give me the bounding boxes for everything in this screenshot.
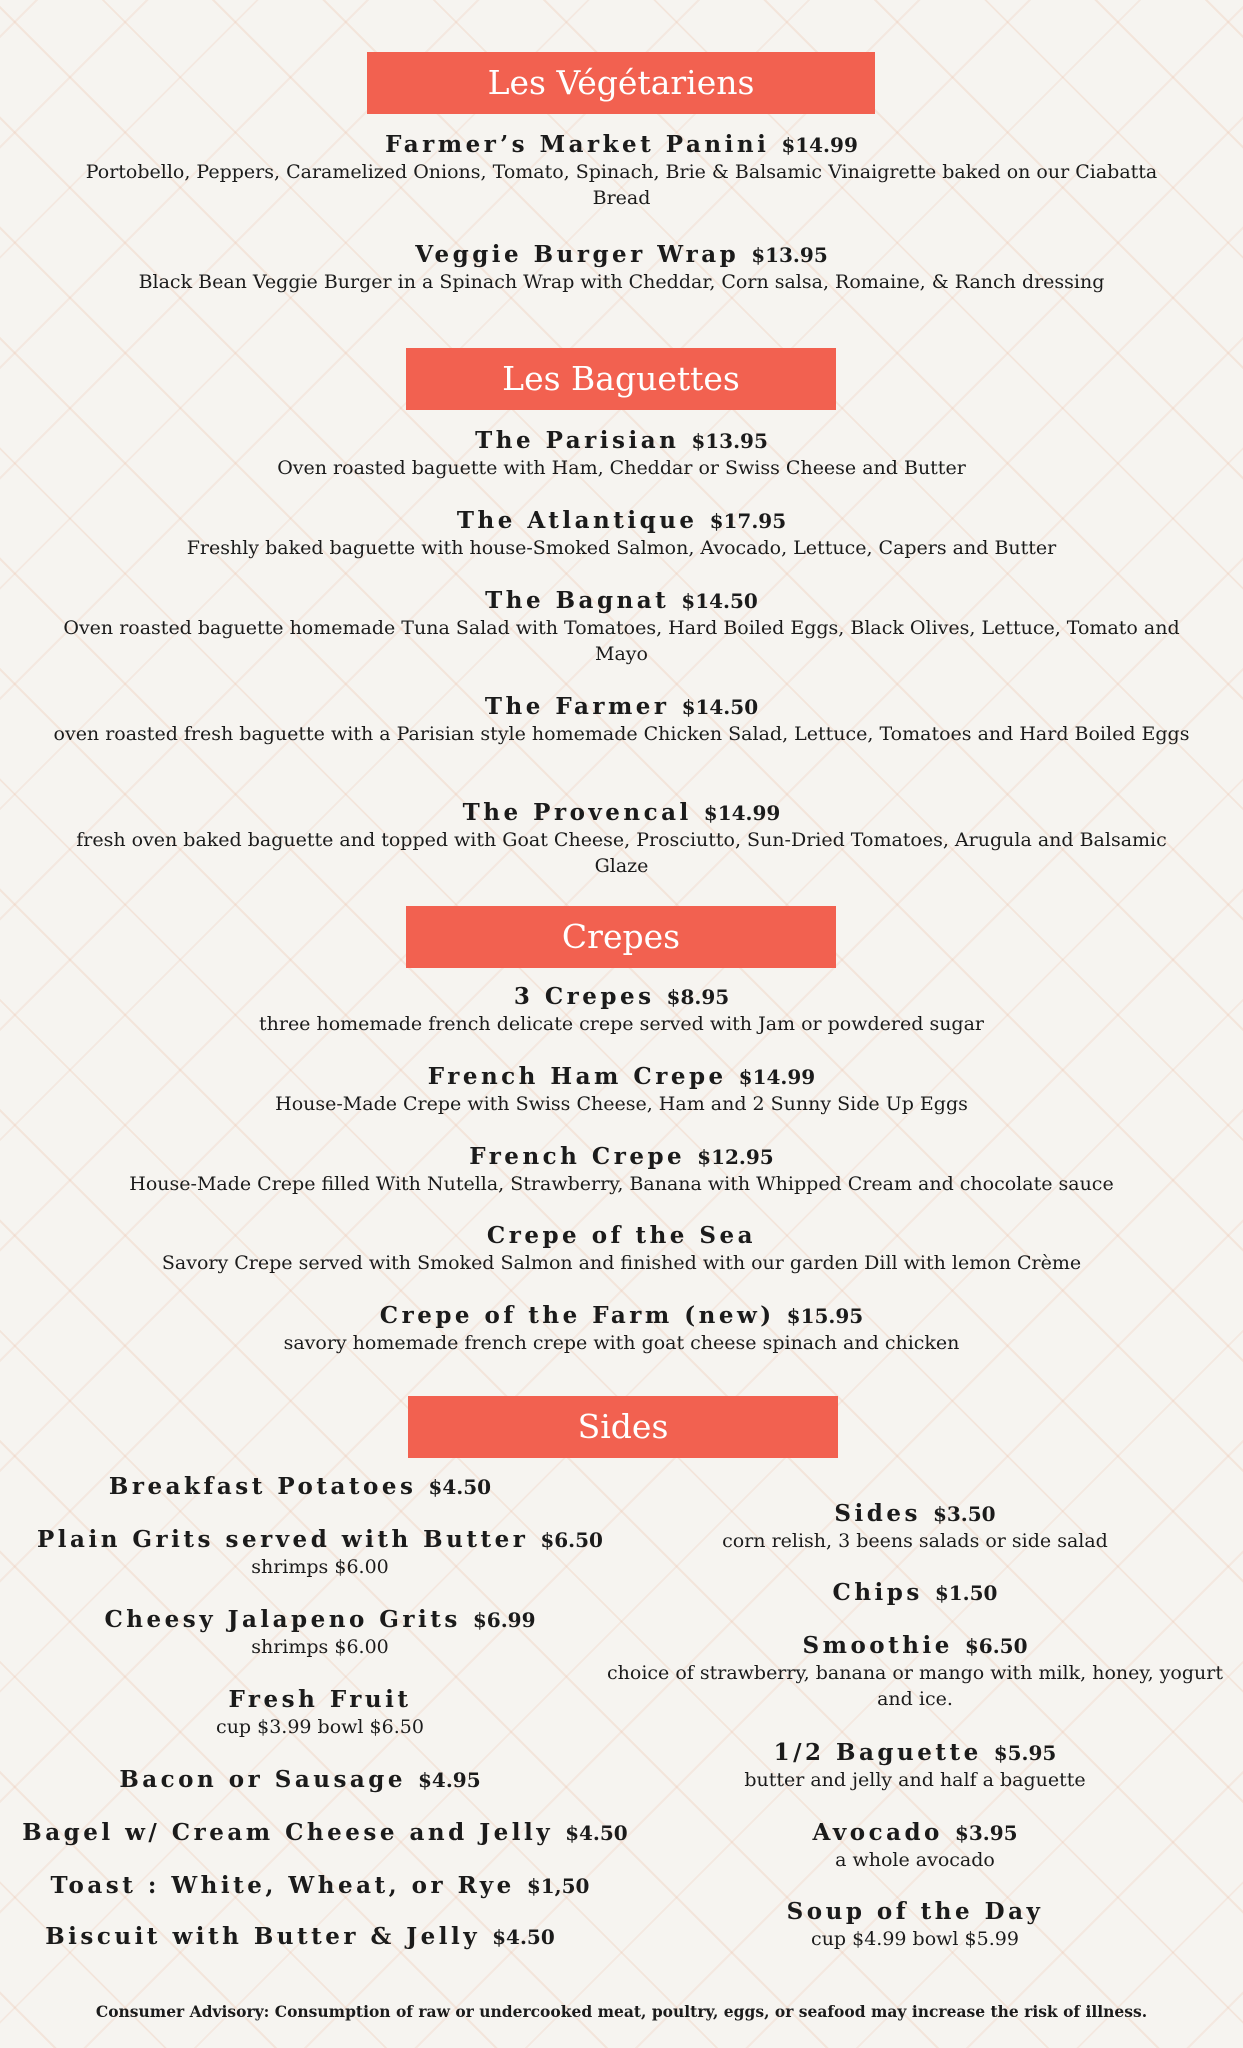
item-name: The Atlantique <box>456 507 698 534</box>
item-price: $14.99 <box>781 133 858 157</box>
item-price: $4.50 <box>492 1925 555 1949</box>
item-price: $3.50 <box>932 1502 996 1526</box>
item-name: Farmer’s Market Panini <box>385 131 770 158</box>
side-item <box>20 1686 620 1740</box>
consumer-advisory: Consumer Advisory: Consumption of raw or undercooked meat, poultry, eggs, or seafood may increase the risk of illness. <box>95 2002 1148 2021</box>
item-name: The Provencal <box>462 799 692 826</box>
item-description: House-Made Crepe with Swiss Cheese, Ham and 2 Sunny Side Up Eggs <box>275 1093 968 1115</box>
item-description: a whole avocado <box>835 1849 995 1871</box>
menu-item <box>40 1143 1203 1197</box>
side-item <box>20 1526 620 1580</box>
side-item <box>20 1766 580 1794</box>
section-title: Les Végétariens <box>487 63 755 102</box>
side-item <box>600 1819 1230 1873</box>
item-price: $13.95 <box>691 429 768 453</box>
item-description: shrimps $6.00 <box>251 1636 389 1658</box>
item-price: $12.95 <box>697 1145 774 1169</box>
item-name: Soup of the Day <box>786 1898 1044 1925</box>
item-name: Toast : White, Wheat, or Rye <box>50 1872 515 1899</box>
menu-item <box>40 983 1203 1037</box>
section-title: Crepes <box>561 917 681 956</box>
item-price: $14.99 <box>703 801 781 825</box>
menu-item <box>40 1222 1203 1276</box>
item-description: butter and jelly and half a baguette <box>744 1769 1086 1791</box>
item-description: Portobello, Peppers, Caramelized Onions, Tomato, Spinach, Brie & Balsamic Vinaigrette baked on our Ciabatta Bread <box>85 161 1158 209</box>
item-name: Crepe of the Sea <box>486 1222 757 1249</box>
item-name: Biscuit with Butter & Jelly <box>45 1923 481 1950</box>
side-item <box>20 1473 580 1501</box>
item-name: Cheesy Jalapeno Grits <box>104 1606 461 1633</box>
item-price: $14.50 <box>681 695 759 719</box>
item-price: $15.95 <box>786 1304 864 1328</box>
side-item <box>600 1898 1230 1952</box>
section-title: Sides <box>577 1407 669 1446</box>
item-description: oven roasted fresh baguette with a Parisian style homemade Chicken Salad, Lettuce, Tomatoes and Hard Boiled Eggs <box>53 723 1190 745</box>
item-name: The Bagnat <box>485 587 670 614</box>
item-name: French Ham Crepe <box>427 1063 727 1090</box>
menu-item <box>40 587 1203 667</box>
item-price: $8.95 <box>666 985 730 1009</box>
item-description: fresh oven baked baguette and topped with Goat Cheese, Prosciutto, Sun-Dried Tomatoes, Arugula and Balsamic Glaze <box>76 829 1167 877</box>
menu-item <box>40 1302 1203 1356</box>
item-description: corn relish, 3 beens salads or side salad <box>722 1530 1108 1552</box>
item-name: 1/2 Baguette <box>773 1739 982 1766</box>
side-item <box>600 1500 1230 1554</box>
item-price: $4.50 <box>565 1821 628 1845</box>
section-title: Les Baguettes <box>502 359 740 398</box>
section-banner-vegetariens <box>367 52 875 114</box>
item-name: Fresh Fruit <box>228 1686 412 1713</box>
item-name: Bacon or Sausage <box>119 1766 407 1793</box>
item-description: savory homemade french crepe with goat cheese spinach and chicken <box>283 1332 960 1354</box>
item-price: $5.95 <box>993 1741 1057 1765</box>
side-item <box>20 1606 620 1660</box>
item-description: three homemade french delicate crepe served with Jam or powdered sugar <box>258 1013 984 1035</box>
item-name: Breakfast Potatoes <box>108 1473 417 1500</box>
item-price: $6.99 <box>472 1608 536 1632</box>
item-name: Crepe of the Farm (new) <box>379 1302 775 1329</box>
item-description: cup $3.99 bowl $6.50 <box>216 1716 424 1738</box>
item-description: cup $4.99 bowl $5.99 <box>811 1928 1019 1950</box>
side-item <box>20 1923 580 1951</box>
menu-item <box>40 427 1203 481</box>
item-price: $13.95 <box>751 243 828 267</box>
item-price: $1,50 <box>526 1874 590 1898</box>
menu-item <box>40 131 1203 211</box>
item-price: $14.99 <box>738 1065 816 1089</box>
item-description: House-Made Crepe filled With Nutella, Strawberry, Banana with Whipped Cream and chocolate sauce <box>129 1173 1114 1195</box>
item-price: $4.50 <box>428 1475 492 1499</box>
item-price: $17.95 <box>709 509 787 533</box>
item-price: $3.95 <box>954 1821 1018 1845</box>
section-banner-sides <box>408 1396 838 1458</box>
item-price: $14.50 <box>681 589 758 613</box>
item-description: Oven roasted baguette homemade Tuna Salad with Tomatoes, Hard Boiled Eggs, Black Olives, Lettuce, Tomato and Mayo <box>63 617 1180 665</box>
item-name: Plain Grits served with Butter <box>37 1526 529 1553</box>
item-description: Freshly baked baguette with house-Smoked Salmon, Avocado, Lettuce, Capers and Butter <box>186 537 1057 559</box>
side-item <box>600 1579 1230 1607</box>
item-name: Veggie Burger Wrap <box>415 241 740 268</box>
item-description: Black Bean Veggie Burger in a Spinach Wrap with Cheddar, Corn salsa, Romaine, & Ranch dressing <box>138 271 1105 293</box>
item-price: $1.50 <box>934 1581 998 1605</box>
item-name: French Crepe <box>469 1143 686 1170</box>
side-item <box>600 1739 1230 1793</box>
side-item <box>600 1632 1230 1712</box>
menu-item <box>40 799 1203 879</box>
menu-item <box>40 507 1203 561</box>
menu-item <box>40 693 1203 747</box>
section-banner-baguettes <box>406 348 836 410</box>
item-name: Avocado <box>812 1819 943 1846</box>
menu-item <box>40 241 1203 295</box>
menu-item <box>40 1063 1203 1117</box>
item-name: Smoothie <box>802 1632 953 1659</box>
item-price: $6.50 <box>964 1634 1028 1658</box>
item-name: The Parisian <box>475 427 680 454</box>
side-item <box>20 1819 630 1847</box>
item-description: Oven roasted baguette with Ham, Cheddar or Swiss Cheese and Butter <box>277 457 966 479</box>
item-price: $4.95 <box>418 1768 481 1792</box>
item-description: choice of strawberry, banana or mango with milk, honey, yogurt and ice. <box>607 1662 1223 1710</box>
item-price: $6.50 <box>540 1528 603 1552</box>
item-description: shrimps $6.00 <box>251 1556 389 1578</box>
item-name: The Farmer <box>484 693 670 720</box>
section-banner-crepes <box>406 906 836 968</box>
item-name: Bagel w/ Cream Cheese and Jelly <box>22 1819 554 1846</box>
item-name: 3 Crepes <box>513 983 655 1010</box>
item-name: Chips <box>832 1579 923 1606</box>
item-name: Sides <box>834 1500 921 1527</box>
side-item <box>20 1872 620 1900</box>
item-description: Savory Crepe served with Smoked Salmon and finished with our garden Dill with lemon Crème <box>161 1252 1082 1274</box>
